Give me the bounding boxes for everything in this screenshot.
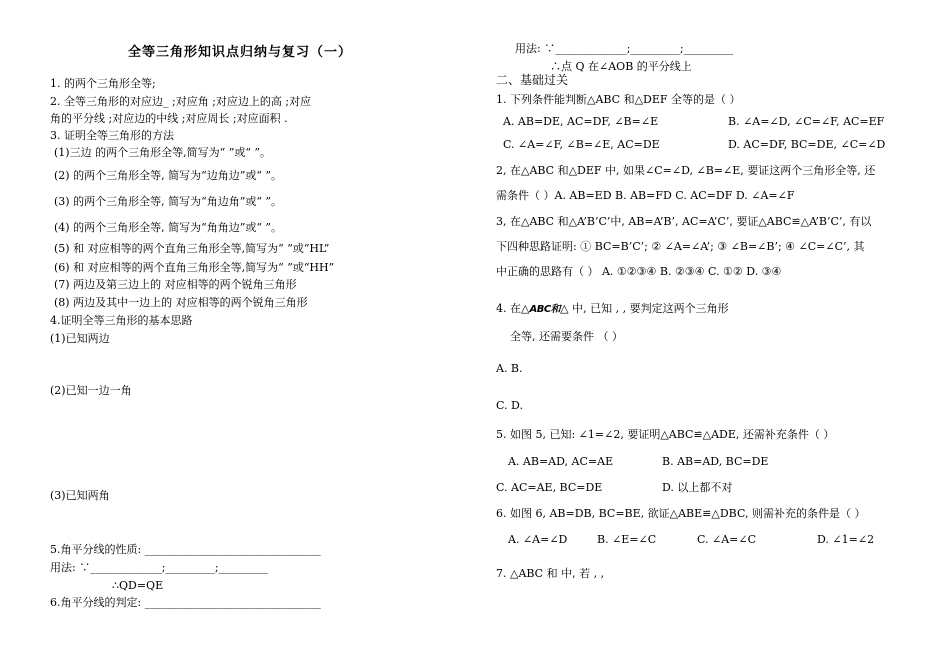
page-title: 全等三角形知识点归纳与复习（一） [128,45,353,60]
method-3: (3) 的两个三角形全等, 简写为“角边角”或“ ”。 [54,195,283,208]
question-1-option-d: D. AC=DF, BC=DE, ∠C=∠D [728,138,886,151]
question-4-line2: 全等, 还需要条件 （ ） [510,330,623,343]
method-8: (8) 两边及其中一边上的 对应相等的两个锐角三角形 [54,296,308,309]
item-4-heading: 4.证明全等三角形的基本思路 [50,314,193,327]
question-6-option-b: B. ∠E=∠C [597,533,657,546]
section-heading: 二、基础过关 [496,73,569,87]
item-2-line1: 2. 全等三角形的对应边_ ;对应角 ;对应边上的高 ;对应 [50,95,312,108]
usage-conclusion: ∴点 Q 在∠AOB 的平分线上 [550,60,692,73]
method-2: (2) 的两个三角形全等, 简写为“边角边”或“ ”。 [54,169,283,182]
item-5-bisector-property: 5.角平分线的性质: ________________________________ [50,543,321,556]
question-6-option-a: A. ∠A=∠D [508,533,568,546]
question-1-option-c: C. ∠A=∠F, ∠B=∠E, AC=DE [503,138,660,151]
question-4-inline-label: ABC和 [529,304,561,315]
method-1: (1)三边 的两个三角形全等,简写为“ ”或“ ”。 [54,146,272,159]
item-6-bisector-criterion: 6.角平分线的判定: ________________________________ [50,596,321,609]
case-side-angle: (2)已知一边一角 [50,384,132,397]
question-6-option-c: C. ∠A=∠C [697,533,757,546]
question-1-option-b: B. ∠A=∠D, ∠C=∠F, AC=EF [728,115,885,128]
question-7: 7. △ABC 和 中, 若 , , [496,567,605,580]
question-3-line1: 3, 在△ABC 和△A’B’C’中, AB=A’B’, AC=A’C’, 要证△ABC≌△A’B’C’, 有以 [496,215,872,228]
question-4-text: △ 中, 已知 , , 要判定这两个三角形 [560,302,729,315]
method-6: (6) 和 对应相等的两个直角三角形全等,简写为“ ”或“HH” [54,261,335,274]
usage-line: 用法: ∵_____________;_________;_________ [515,42,734,55]
question-6: 6. 如图 6, AB=DB, BC=BE, 欲证△ABE≌△DBC, 则需补充的条件是（ ） [496,507,866,520]
method-4: (4) 的两个三角形全等, 简写为“角角边”或“ ”。 [54,221,283,234]
question-5-option-d: D. 以上都不对 [662,481,733,494]
question-5-option-c: C. AC=AE, BC=DE [496,481,603,494]
question-6-option-d: D. ∠1=∠2 [817,533,875,546]
case-two-angles: (3)已知两角 [50,489,110,502]
question-1: 1. 下列条件能判断△ABC 和△DEF 全等的是（ ） [496,93,741,106]
question-5-option-a: A. AB=AD, AC=AE [508,455,614,468]
item-3-heading: 3. 证明全等三角形的方法 [50,129,174,142]
item-1: 1. 的两个三角形全等; [50,77,156,90]
question-3-line3: 中正确的思路有（ ） A. ①②③④ B. ②③④ C. ①② D. ③④ [496,265,782,278]
question-1-option-a: A. AB=DE, AC=DF, ∠B=∠E [503,115,659,128]
method-7: (7) 两边及第三边上的 对应相等的两个锐角三角形 [54,278,297,291]
question-4-prefix: 4. 在△ [496,302,530,315]
question-2-line1: 2, 在△ABC 和△DEF 中, 如果∠C=∠D, ∠B=∠E, 要证这两个三角形全等, 还 [496,164,876,177]
question-4-options-ab: A. B. [496,362,523,375]
question-5-option-b: B. AB=AD, BC=DE [662,455,769,468]
question-4-line1 [496,302,729,316]
question-5: 5. 如图 5, 已知: ∠1=∠2, 要证明△ABC≌△ADE, 还需补充条件（ ） [496,428,835,441]
item-2-line2: 角的平分线 ;对应边的中线 ;对应周长 ;对应面积 . [50,112,288,125]
method-5: (5) 和 对应相等的两个直角三角形全等,简写为“ ”或“HL” [54,242,330,255]
question-3-line2: 下四种思路证明: ① BC=B’C’; ② ∠A=∠A’; ③ ∠B=∠B’; ④ ∠C=∠C’, 其 [496,240,865,253]
item-5-conclusion: ∴QD=QE [112,579,164,592]
question-2-line2: 需条件（ ）A. AB=ED B. AB=FD C. AC=DF D. ∠A=∠F [496,189,795,202]
case-two-sides: (1)已知两边 [50,332,110,345]
item-5-usage: 用法: ∵_____________;_________;_________ [50,561,269,574]
question-4-options-cd: C. D. [496,399,523,412]
